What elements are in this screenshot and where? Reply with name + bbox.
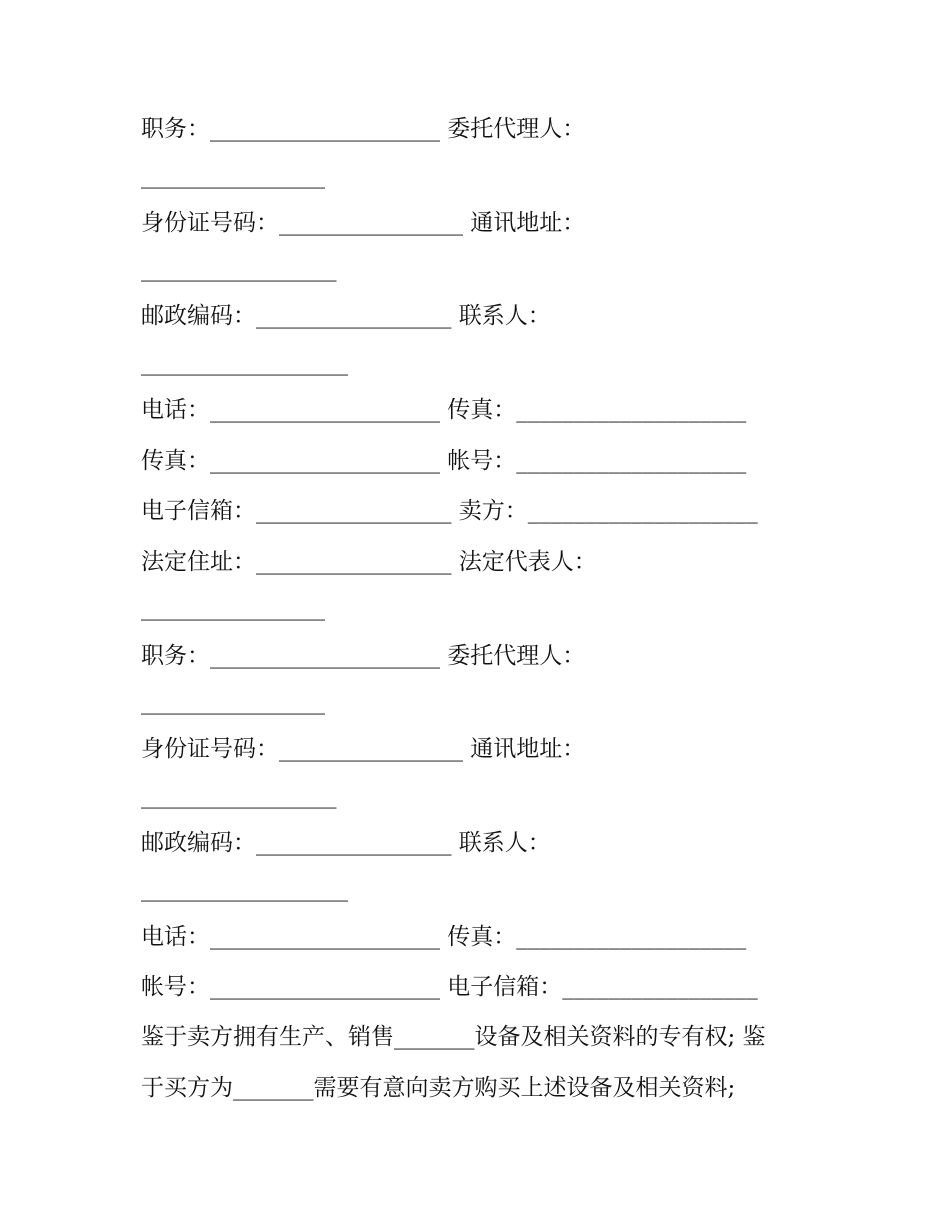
text-line: _________________ [141, 783, 337, 809]
text-line: 邮政编码：_________________ 联系人： [141, 830, 551, 856]
text-line: 身份证号码：________________ 通讯地址： [141, 736, 586, 762]
text-line: 电子信箱：_________________ 卖方：____________________ [141, 498, 758, 524]
text-line: _________________ [141, 256, 337, 282]
text-line: 职务：____________________ 委托代理人： [141, 116, 586, 142]
text-line: ________________ [141, 689, 325, 715]
text-line: 电话：____________________ 传真：____________________ [141, 397, 747, 423]
text-line: 邮政编码：_________________ 联系人： [141, 303, 551, 329]
text-line: 电话：____________________ 传真：____________________ [141, 924, 747, 950]
text-line: ________________ [141, 163, 325, 189]
text-line: 鉴于卖方拥有生产、销售_______设备及相关资料的专有权; 鉴 [141, 1024, 766, 1050]
text-line: 法定住址：_________________ 法定代表人： [141, 549, 597, 575]
text-line: 帐号：____________________ 电子信箱：_________________ [141, 974, 758, 1000]
text-line: __________________ [141, 876, 348, 902]
text-line: ________________ [141, 595, 325, 621]
text-line: 身份证号码：________________ 通讯地址： [141, 210, 586, 236]
text-line: 传真：____________________ 帐号：____________________ [141, 448, 747, 474]
text-line: __________________ [141, 350, 348, 376]
text-line: 职务：____________________ 委托代理人： [141, 643, 586, 669]
text-line: 于买方为_______需要有意向卖方购买上述设备及相关资料; [141, 1075, 736, 1101]
